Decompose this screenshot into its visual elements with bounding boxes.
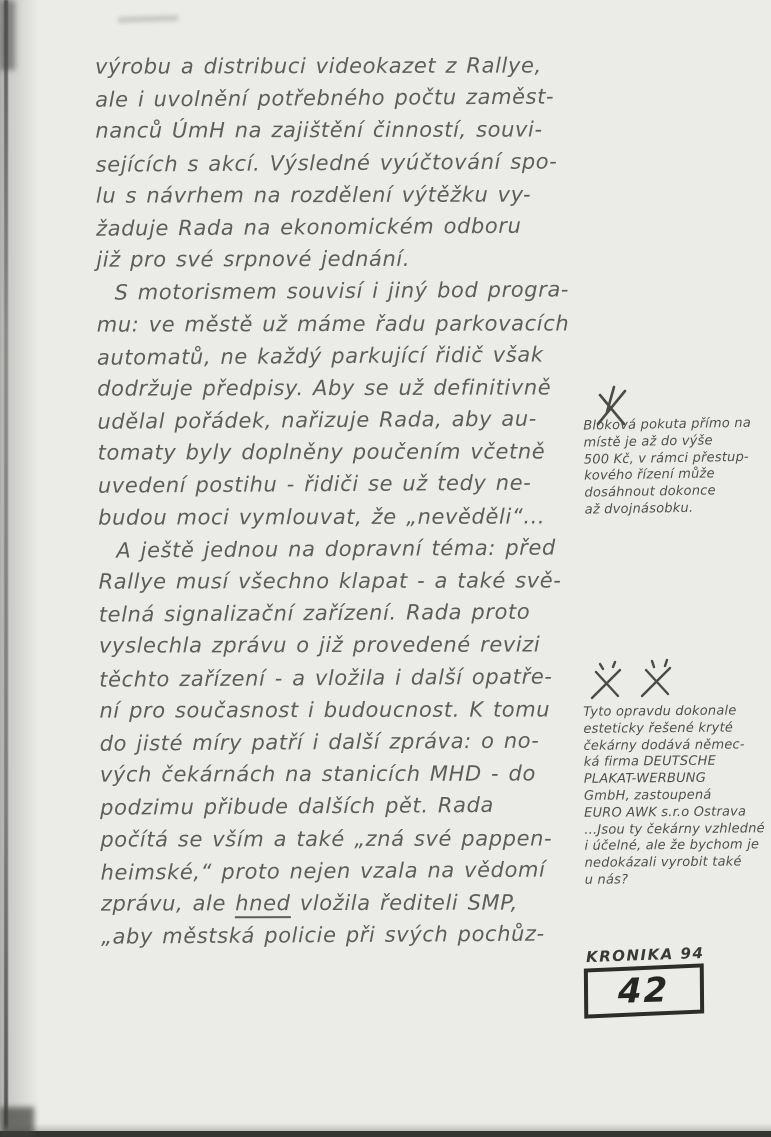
bottom-left-scan-shadow [0,1107,34,1137]
text-line-paragraph-start: A ještě jednou na dopravní téma: před [116,535,556,563]
text-line: budou moci vymlouvat, že „nevěděli“... [98,504,546,530]
text-line: dodržuje předpisy. Aby se už definitivně [97,375,552,401]
text-line-paragraph-start: S motorismem souvisí i jiný bod progra- [114,277,570,305]
note-line: čekárny dodává němec- [583,737,745,754]
text-line: lu s návrhem na rozdělení výtěžku vy- [95,182,532,208]
text-line: mu: ve městě už máme řadu parkovacích [96,310,570,337]
text-line: „aby městská policie při svých pochůz- [100,921,545,949]
text-segment: zprávu, ale [100,891,236,916]
text-line: heimské,“ proto nejen vzala na vědomí [100,857,546,885]
text-line: žaduje Rada na ekonomickém odboru [96,213,522,241]
note-line: dosáhnout dokonce [584,483,716,501]
note-line: ká firma DEUTSCHE [583,754,717,771]
text-line: vyslechla zprávu o již provedené revizi [98,632,541,659]
text-line-with-underline [101,886,587,919]
text-line: vých čekárnách na stanicích MHD - do [99,761,536,787]
note-line: Bloková pokuta přímo na [583,415,752,434]
note-line: i účelné, ale že bychom je [584,837,760,855]
note-line: nedokázali vyrobit také [584,854,742,871]
text-line: sejících s akcí. Výsledné vyúčtování spo- [95,149,558,177]
note-line: PLAKAT-WERBUNG [583,770,707,787]
note-line: EURO AWK s.r.o Ostrava [584,804,747,821]
pencil-smudge [118,15,178,23]
top-left-scan-shadow [0,0,15,70]
margin-note-fines [583,415,771,519]
text-line: počítá se vším a také „zná své pappen- [100,825,553,852]
note-line: místě je až do výše [583,433,713,451]
chronicle-label: KRONIKA 94 [585,943,705,967]
text-line: tomaty byly doplněny poučením včetně [97,439,546,465]
text-line: těchto zařízení - a vložila i další opatře- [99,664,553,692]
text-line: ale i uvolnění potřebného počtu zaměst- [95,84,555,112]
note-line: esteticky řešené kryté [583,720,734,737]
margin-note-shelters [583,703,771,889]
text-line: již pro své srpnové jednání. [96,246,411,272]
double-asterisk-mark-icon [586,656,690,706]
note-line: Tyto opravdu dokonale [583,703,737,720]
text-line: podzimu přibude dalších pět. Rada [100,793,495,821]
page-number-box [584,963,704,1018]
main-text-block [95,48,587,953]
underlined-word: hned [235,891,290,918]
text-line: automatů, ne každý parkující řidič však [96,342,544,370]
text-line: Rallye musí všechno klapat - a také svě- [98,568,562,594]
note-line: GmbH, zastoupená [583,787,712,804]
text-line: udělal pořádek, nařizuje Rada, aby au- [97,406,538,434]
note-line: ...Jsou ty čekárny vzhledné [584,820,765,838]
text-line: do jisté míry patří i další zpráva: o no- [99,728,540,756]
binding-crease-line [4,0,8,1137]
note-line: kového řízení může [584,466,715,485]
text-line: uvedení postihu - řidiči se už tedy ne- [97,471,532,499]
text-segment: vložila řediteli SMP, [290,890,518,916]
text-line: nanců ÚmH na zajištění činností, souvi- [95,117,543,144]
note-line: 500 Kč, v rámci přestup- [583,449,749,468]
page-number: 42 [618,970,670,1012]
note-line: u nás? [584,872,629,888]
note-line: až dvojnásobku. [584,500,694,518]
bottom-page-edge [0,1131,771,1137]
text-line: ní pro současnost i budoucnost. K tomu [99,697,551,723]
text-line: telná signalizační zařízení. Rada proto [98,599,531,627]
text-line: výrobu a distribuci videokazet z Rallye, [94,53,542,79]
